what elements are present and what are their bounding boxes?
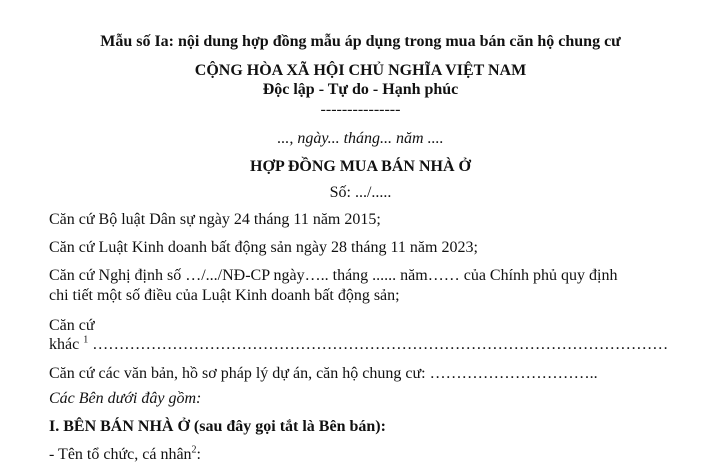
basis-other-line <box>49 335 668 355</box>
motto: Độc lập - Tự do - Hạnh phúc <box>262 81 459 98</box>
basis-civil-code: Căn cứ Bộ luật Dân sự ngày 24 tháng 11 năm 2015; <box>49 211 381 228</box>
contract-title: HỢP ĐỒNG MUA BÁN NHÀ Ở <box>250 158 471 175</box>
seller-name-line <box>49 445 201 465</box>
seller-name-colon: : <box>196 446 201 463</box>
divider: --------------- <box>320 101 401 118</box>
seller-name-label: - Tên tổ chức, cá nhân <box>49 446 192 463</box>
parties-intro: Các Bên dưới đây gồm: <box>49 390 202 407</box>
basis-other-dots: ……………………………………………………………………………………………… <box>92 336 669 353</box>
basis-other-label: Căn cứ <box>49 317 95 334</box>
form-title: Mẫu số Ia: nội dung hợp đồng mẫu áp dụng trong mua bán căn hộ chung cư <box>100 33 621 50</box>
contract-number: Số: .../..... <box>329 184 392 201</box>
basis-other-word: khác <box>49 336 80 353</box>
footnote-1: 1 <box>83 334 89 346</box>
footnote-2: 2 <box>191 444 197 456</box>
section-1-heading: I. BÊN BÁN NHÀ Ở (sau đây gọi tắt là Bên bán): <box>49 418 386 435</box>
place-date: ..., ngày... tháng... năm .... <box>277 130 444 147</box>
national-name: CỘNG HÒA XÃ HỘI CHỦ NGHĨA VIỆT NAM <box>194 62 527 79</box>
basis-real-estate-law: Căn cứ Luật Kinh doanh bất động sản ngày 28 tháng 11 năm 2023; <box>49 239 478 256</box>
basis-project-documents: Căn cứ các văn bản, hồ sơ pháp lý dự án, căn hộ chung cư: ………………………….. <box>49 365 598 382</box>
basis-decree-line-2: chi tiết một số điều của Luật Kinh doanh bất động sản; <box>49 287 400 304</box>
basis-decree-line-1: Căn cứ Nghị định số …/.../NĐ-CP ngày….. tháng ...... năm…… của Chính phủ quy định <box>49 267 618 284</box>
